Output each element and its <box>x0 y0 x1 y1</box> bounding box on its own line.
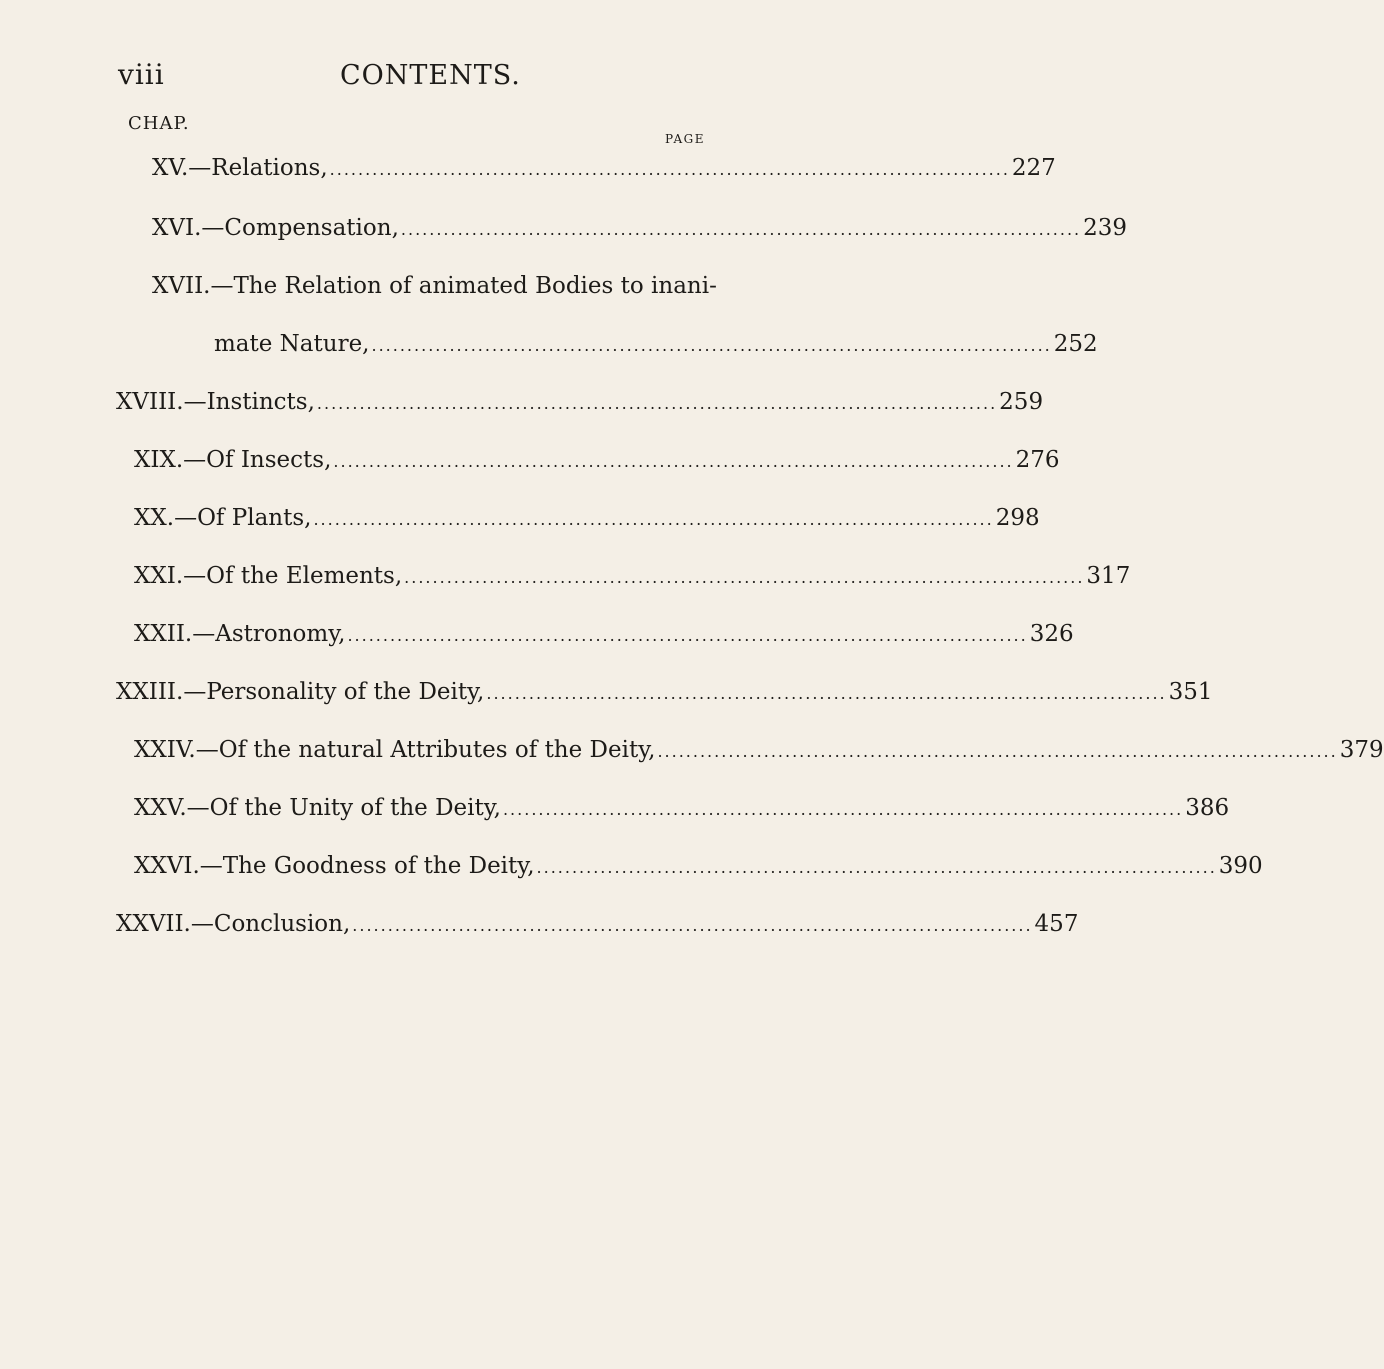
page-number: 227 <box>1011 155 1056 181</box>
chapter-title: —Of Insects, <box>183 447 332 473</box>
chapter-title: —Astronomy, <box>192 621 346 647</box>
toc-entry-xxii <box>134 621 1074 655</box>
page-number: 390 <box>1218 853 1263 879</box>
chapter-number: XXV. <box>134 795 187 821</box>
toc-entry-xxvii <box>116 911 1079 945</box>
page-number: 351 <box>1168 679 1213 705</box>
toc-entry-xix <box>134 447 1060 481</box>
dot-leader: ................................................................................................ <box>333 452 1014 471</box>
chapter-number: XVII. <box>152 273 211 299</box>
chap-column-label: CHAP. <box>128 113 190 134</box>
chapter-number: XVIII. <box>116 389 184 415</box>
chapter-title: —Personality of the Deity, <box>183 679 485 705</box>
chapter-title: —Of Plants, <box>174 505 312 531</box>
dot-leader: ................................................................................................ <box>329 160 1010 179</box>
dot-leader: ................................................................................................ <box>347 626 1028 645</box>
page-column-label: PAGE <box>665 132 705 146</box>
toc-entry-xxvi <box>134 853 1263 887</box>
chapter-title: —Of the Elements, <box>183 563 403 589</box>
page-title: CONTENTS. <box>340 60 521 91</box>
toc-entry-xvii <box>152 273 717 307</box>
dot-leader: ................................................................................................ <box>400 220 1082 239</box>
chapter-title: —Compensation, <box>201 215 399 241</box>
chapter-title: —Relations, <box>188 155 328 181</box>
toc-entry-xviii <box>116 389 1044 423</box>
dot-leader: ................................................................................................ <box>404 568 1085 587</box>
page-number: 386 <box>1185 795 1230 821</box>
dot-leader: ................................................................................................ <box>316 394 998 413</box>
page-number: 252 <box>1053 331 1098 357</box>
toc-entry-xvii-continued <box>214 331 1098 365</box>
chapter-title: —Of the Unity of the Deity, <box>186 795 501 821</box>
chapter-number: XXVI. <box>134 853 200 879</box>
chapter-title: —The Goodness of the Deity, <box>199 853 535 879</box>
page-number: 326 <box>1029 621 1074 647</box>
running-header <box>118 58 718 98</box>
page-number: 298 <box>995 505 1040 531</box>
chapter-title: —The Relation of animated Bodies to inani- <box>210 273 717 299</box>
chapter-number: XIX. <box>134 447 184 473</box>
dot-leader: ................................................................................................ <box>657 742 1338 761</box>
toc-entry-xxi <box>134 563 1131 597</box>
page-number: 457 <box>1034 911 1079 937</box>
dot-leader: ................................................................................................ <box>313 510 994 529</box>
chapter-number: XXII. <box>134 621 193 647</box>
chapter-number: XXI. <box>134 563 184 589</box>
chapter-title: —Instincts, <box>183 389 315 415</box>
dot-leader: ................................................................................................ <box>352 916 1033 935</box>
toc-entry-xx <box>134 505 1040 539</box>
toc-entry-xv <box>152 155 1056 189</box>
chapter-number: XXIII. <box>116 679 184 705</box>
toc-entry-xxv <box>134 795 1230 829</box>
chapter-number: XXVII. <box>116 911 191 937</box>
chapter-title: —Of the natural Attributes of the Deity, <box>195 737 656 763</box>
chapter-number: XVI. <box>152 215 202 241</box>
chapter-number: XV. <box>152 155 189 181</box>
chapter-number: XX. <box>134 505 175 531</box>
page-number: 239 <box>1083 215 1128 241</box>
dot-leader: ................................................................................................ <box>502 800 1184 819</box>
chapter-title-continued: mate Nature, <box>214 331 370 357</box>
page-number: 317 <box>1086 563 1131 589</box>
chapter-title: —Conclusion, <box>190 911 351 937</box>
dot-leader: ................................................................................................ <box>486 684 1167 703</box>
dot-leader: ................................................................................................ <box>536 858 1217 877</box>
page-number: 259 <box>999 389 1044 415</box>
toc-entry-xvi <box>152 215 1128 249</box>
dot-leader: ................................................................................................ <box>371 336 1052 355</box>
page-folio: viii <box>118 58 165 91</box>
toc-entry-xxiii <box>116 679 1213 713</box>
page-number: 276 <box>1015 447 1060 473</box>
toc-entry-xxiv <box>134 737 1384 771</box>
page-number: 379 <box>1339 737 1384 763</box>
chapter-number: XXIV. <box>134 737 196 763</box>
